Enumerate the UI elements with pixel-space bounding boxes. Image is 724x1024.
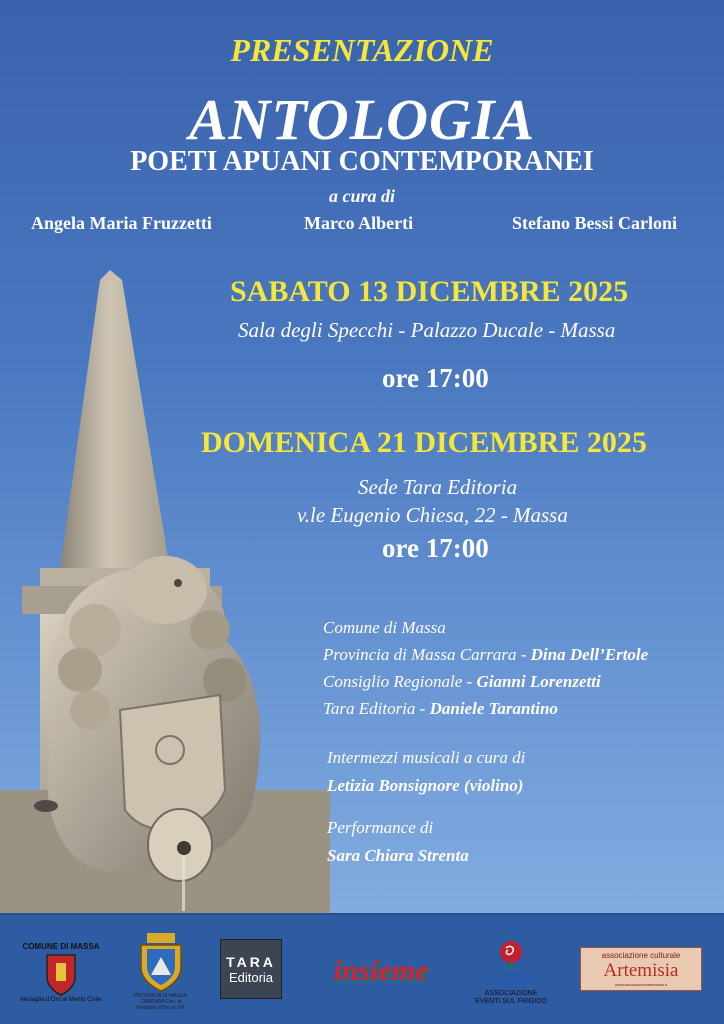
credit-org: Comune di Massa [323, 618, 446, 637]
music-performer [327, 776, 523, 796]
curated-by-label: a cura di [328, 186, 395, 206]
tara-editoria-logo [220, 939, 282, 999]
event-venue: Sala degli Specchi - Palazzo Ducale - Massa [238, 318, 616, 342]
presentation-kicker: PRESENTAZIONE [230, 32, 494, 68]
logo-url: www.associazioneartemisia.it [614, 982, 668, 987]
logo-caption: PROVINCIA DI MASSA-CARRARA Dec. di Medaglia d’Oro al VM. [133, 993, 189, 1011]
event-date: DOMENICA 21 DICEMBRE 2025 [201, 426, 647, 459]
book-subtitle: POETI APUANI CONTEMPORANEI [130, 146, 594, 177]
logo-wordmark: insieme [333, 954, 429, 987]
music-label: Intermezzi musicali a cura di [327, 748, 526, 767]
editor-name: Marco Alberti [304, 213, 414, 233]
credit-line [323, 645, 648, 665]
logo-title: COMUNE DI MASSA [22, 941, 100, 951]
editor-name: Angela Maria Fruzzetti [31, 213, 212, 233]
credit-person: Daniele Tarantino [429, 699, 558, 718]
music-performer-name: Letizia Bonsignore (violino) [327, 776, 524, 795]
event-venue: Sede Tara Editoria [358, 475, 518, 499]
insieme-logo [318, 951, 444, 991]
logo-wordmark: Artemisia [603, 960, 679, 981]
coat-of-arms-icon [44, 951, 78, 997]
credit-org: Provincia di Massa Carrara - [323, 645, 531, 664]
sponsor-footer [0, 913, 724, 1024]
logo-caption: Medaglia d’Oro al Merito Civile [20, 996, 102, 1003]
performance-artist [327, 846, 469, 866]
credit-line [323, 672, 601, 692]
performance-label: Performance di [327, 818, 434, 837]
credit-org: Tara Editoria - [323, 699, 430, 718]
obelisk-lion-fountain-image [0, 270, 360, 915]
logo-wordmark: TARA [226, 953, 276, 970]
credit-line [323, 618, 446, 638]
editor-name: Stefano Bessi Carloni [512, 213, 678, 233]
credit-line [323, 699, 558, 719]
performance-artist-name: Sara Chiara Strenta [327, 846, 469, 865]
credit-person: Dina Dell’Ertole [530, 645, 649, 664]
rose-icon [494, 938, 528, 990]
logo-caption: EVENTI SUL FRIGIDO [475, 998, 547, 1005]
credit-person: Gianni Lorenzetti [476, 672, 601, 691]
provincia-massa-carrara-logo [130, 927, 192, 1015]
credit-org: Consiglio Regionale - [323, 672, 477, 691]
book-title: ANTOLOGIA [188, 87, 536, 152]
event-date: SABATO 13 DICEMBRE 2025 [230, 275, 629, 308]
event-time: ore 17:00 [382, 533, 489, 563]
comune-di-massa-logo [16, 925, 106, 1019]
event-time: ore 17:00 [382, 363, 489, 393]
eventi-sul-frigido-logo [470, 927, 552, 1017]
artemisia-logo [580, 947, 702, 991]
event-address: v.le Eugenio Chiesa, 22 - Massa [297, 503, 568, 527]
provincial-crest-icon [137, 931, 185, 993]
logo-caption: associazione culturale [601, 951, 681, 960]
logo-caption: ASSOCIAZIONE [484, 990, 538, 997]
logo-wordmark: Editoria [228, 969, 274, 985]
